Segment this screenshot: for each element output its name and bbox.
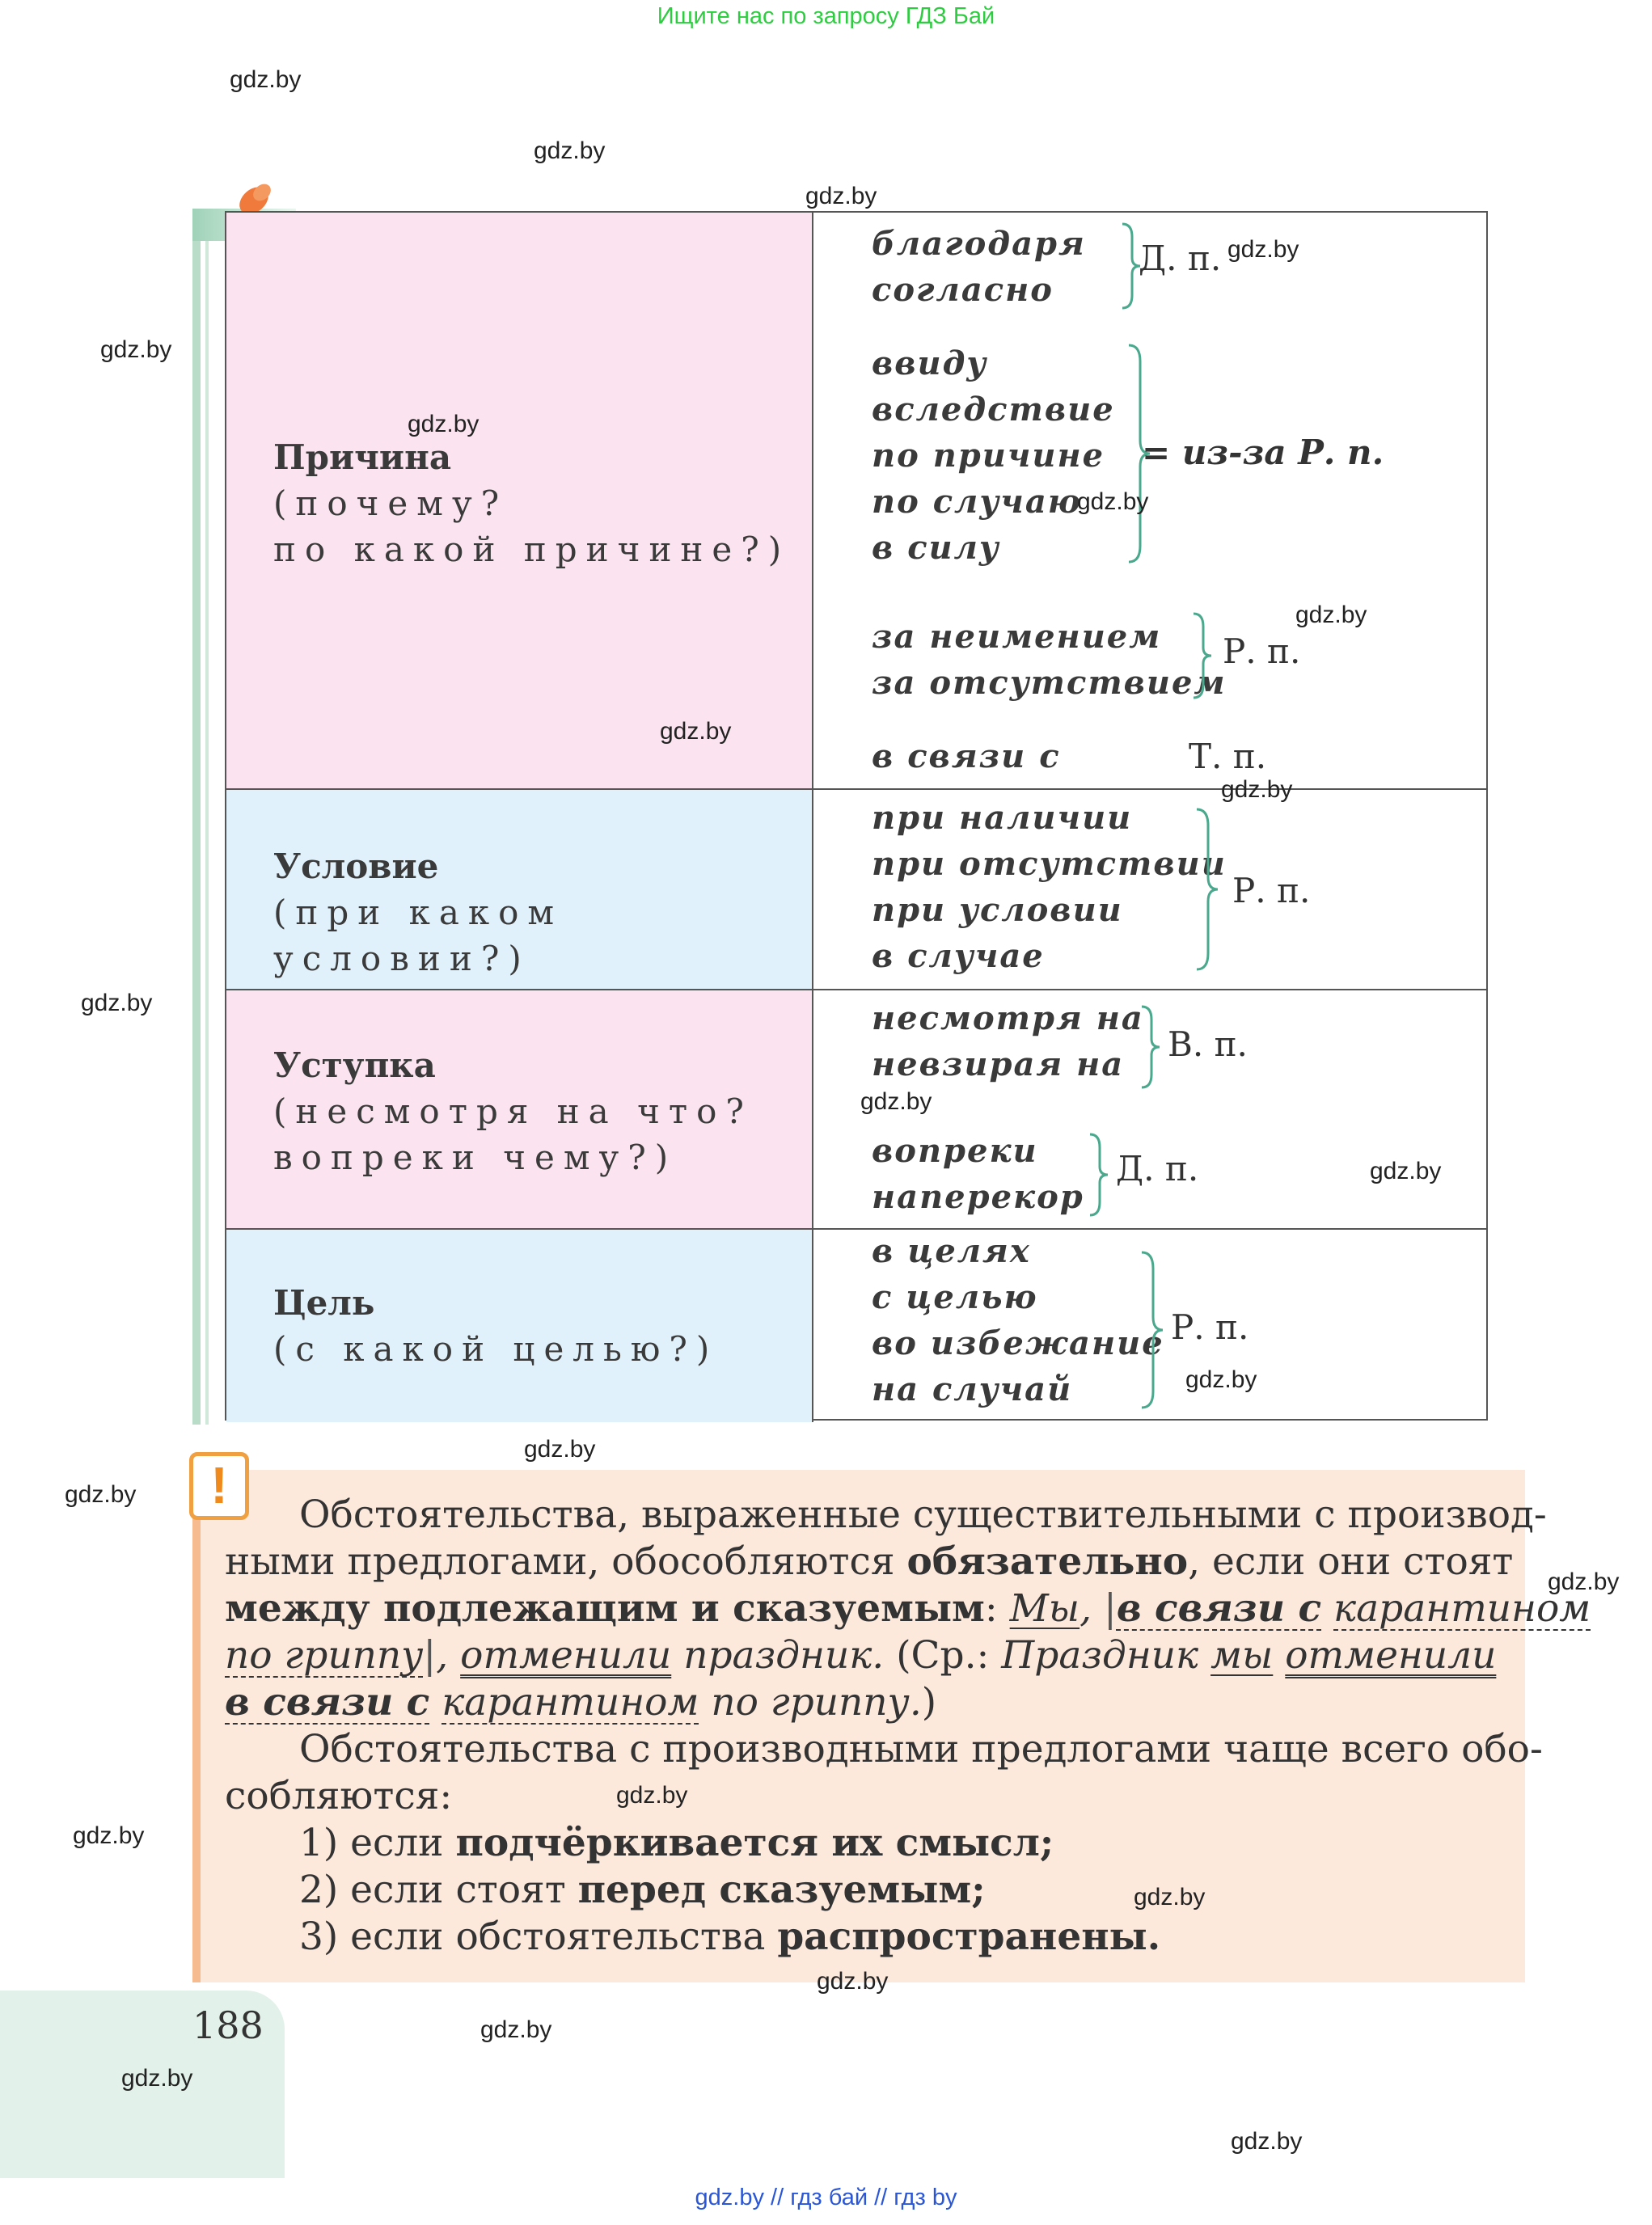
- condition-question: (при каком условии?): [273, 893, 564, 978]
- prepositions-table: [225, 211, 1488, 1421]
- note-line-6: Обстоятельства с производными предлогами чаще всего обо-: [299, 1727, 1543, 1771]
- prep-item: ввиду: [872, 344, 988, 382]
- concession-question-2: вопреки чему?): [273, 1138, 678, 1177]
- case-label: В. п.: [1168, 1024, 1248, 1064]
- watermark: gdz.by: [660, 718, 732, 745]
- example-preposition: в связи с: [1116, 1586, 1322, 1631]
- watermark: gdz.by: [1134, 1884, 1206, 1910]
- watermark: gdz.by: [73, 1822, 145, 1849]
- watermark: gdz.by: [817, 1968, 889, 1995]
- top-banner[interactable]: Ищите нас по запросу ГДЗ Бай: [657, 3, 995, 29]
- watermark: gdz.by: [480, 2016, 552, 2043]
- watermark: gdz.by: [100, 336, 172, 363]
- prep-item: в связи с: [872, 737, 1061, 775]
- prep-item: в случае: [872, 937, 1045, 975]
- prep-item: по причине: [872, 437, 1105, 475]
- watermark: gdz.by: [1548, 1568, 1620, 1595]
- margin-strip: [192, 209, 201, 1425]
- prep-item: с целью: [872, 1278, 1038, 1316]
- watermark: gdz.by: [524, 1436, 596, 1463]
- prep-group-purpose: [872, 1228, 1164, 1412]
- watermark: gdz.by: [1370, 1158, 1442, 1184]
- case-label: Р. п.: [1232, 871, 1311, 910]
- watermark: gdz.by: [121, 2065, 193, 2092]
- watermark: gdz.by: [534, 137, 606, 164]
- table-row-condition: [226, 790, 1486, 990]
- note-list-item-2: 2) если стоят перед сказуемым;: [299, 1868, 986, 1912]
- note-line-4: по гриппу|, отменили праздник. (Ср.: Праздник мы отменили: [225, 1633, 1497, 1678]
- purpose-label: [273, 1280, 718, 1372]
- watermark: gdz.by: [860, 1088, 932, 1115]
- prep-item: вопреки: [872, 1132, 1038, 1170]
- purpose-label-cell: [226, 1230, 813, 1422]
- prep-item: вследствие: [872, 391, 1115, 429]
- watermark: gdz.by: [1231, 2128, 1303, 2155]
- cause-label: [273, 434, 790, 572]
- prep-group-concession-1: [872, 995, 1144, 1087]
- watermark: gdz.by: [408, 411, 480, 437]
- cause-title: Причина: [273, 437, 452, 477]
- condition-label: [273, 843, 812, 982]
- bottom-links[interactable]: gdz.by // гдз бай // гдз by: [695, 2185, 957, 2210]
- brace-icon: [1139, 1003, 1163, 1091]
- prep-item: при условии: [872, 891, 1123, 929]
- concession-title: Уступка: [273, 1045, 436, 1085]
- cause-question-1: (почему?: [273, 483, 509, 523]
- note-line-2: ными предлогами, обособляются обязательно, если они стоят: [225, 1539, 1514, 1584]
- prep-item: несмотря на: [872, 999, 1144, 1037]
- note-list-item-1: 1) если подчёркивается их смысл;: [299, 1821, 1054, 1865]
- case-label: Р. п.: [1223, 631, 1301, 671]
- table-row-cause: [226, 213, 1486, 790]
- note-accent-bar: [192, 1470, 201, 1982]
- prep-item: за неимением: [872, 618, 1162, 656]
- note-line-7: собляются:: [225, 1774, 453, 1818]
- note-line-1: Обстоятельства, выраженные существительными с производ-: [299, 1492, 1547, 1537]
- page-number: 188: [192, 2003, 264, 2047]
- watermark: gdz.by: [230, 66, 302, 93]
- cause-label-cell: [226, 213, 813, 788]
- prep-group-2: [872, 340, 1115, 571]
- prep-item: в целях: [872, 1232, 1031, 1270]
- watermark: gdz.by: [616, 1782, 688, 1809]
- brace-icon: [1194, 806, 1221, 973]
- prep-item: в силу: [872, 529, 1000, 567]
- example-noun: карантином: [1333, 1586, 1591, 1631]
- watermark: gdz.by: [1185, 1366, 1257, 1393]
- purpose-title: Цель: [273, 1283, 375, 1323]
- prep-item: невзирая на: [872, 1045, 1125, 1083]
- prep-item: на случай: [872, 1370, 1073, 1408]
- prep-item: согласно: [872, 271, 1054, 309]
- prep-item: во избежание: [872, 1324, 1164, 1362]
- prep-item: за отсутствием: [872, 664, 1227, 702]
- condition-title: Условие: [273, 847, 439, 886]
- prep-group-1: [872, 221, 1086, 313]
- case-label: Д. п.: [1116, 1149, 1199, 1188]
- brace-icon: [1190, 610, 1215, 701]
- prep-item: наперекор: [872, 1178, 1084, 1216]
- brace-icon: [1139, 1249, 1166, 1411]
- cause-question-2: по какой причине?): [273, 530, 791, 569]
- prep-item: при наличии: [872, 799, 1133, 837]
- watermark: gdz.by: [1295, 602, 1367, 628]
- concession-label-cell: [226, 990, 813, 1228]
- case-label: Д. п.: [1139, 239, 1222, 278]
- watermark: gdz.by: [805, 183, 877, 209]
- condition-label-cell: [226, 790, 813, 989]
- case-label: Т. п.: [1189, 737, 1267, 776]
- watermark: gdz.by: [65, 1481, 137, 1508]
- exclamation-icon: !: [189, 1452, 249, 1520]
- case-label: Р. п.: [1171, 1307, 1249, 1347]
- margin-strip-inner: [205, 209, 209, 1425]
- concession-label: [273, 1042, 753, 1180]
- prep-group-4: [872, 733, 1061, 779]
- purpose-question: (с какой целью?): [273, 1329, 719, 1369]
- prep-item: по случаю: [872, 483, 1082, 521]
- prep-item: при отсутствии: [872, 845, 1227, 883]
- prep-item: благодаря: [872, 225, 1086, 263]
- watermark: gdz.by: [1221, 776, 1293, 803]
- watermark: gdz.by: [81, 990, 153, 1016]
- note-line-5: в связи с карантином по гриппу.): [225, 1680, 937, 1725]
- example-verb: отменили: [460, 1633, 672, 1678]
- prep-group-concession-2: [872, 1128, 1084, 1220]
- concession-question-1: (несмотря на что?: [273, 1091, 753, 1131]
- prep-group-3: [872, 614, 1227, 706]
- example-subject: Мы: [1009, 1586, 1080, 1631]
- note-list-item-3: 3) если обстоятельства распространены.: [299, 1915, 1161, 1959]
- prep-group-condition: [872, 795, 1227, 979]
- brace-icon: [1087, 1131, 1111, 1218]
- table-row-concession: [226, 990, 1486, 1230]
- watermark: gdz.by: [1077, 488, 1149, 515]
- case-label: = из-за Р. п.: [1142, 433, 1384, 472]
- watermark: gdz.by: [1227, 236, 1299, 263]
- note-line-3: между подлежащим и сказуемым: Мы, |в связи с карантином: [225, 1586, 1591, 1631]
- table-row-purpose: [226, 1230, 1486, 1422]
